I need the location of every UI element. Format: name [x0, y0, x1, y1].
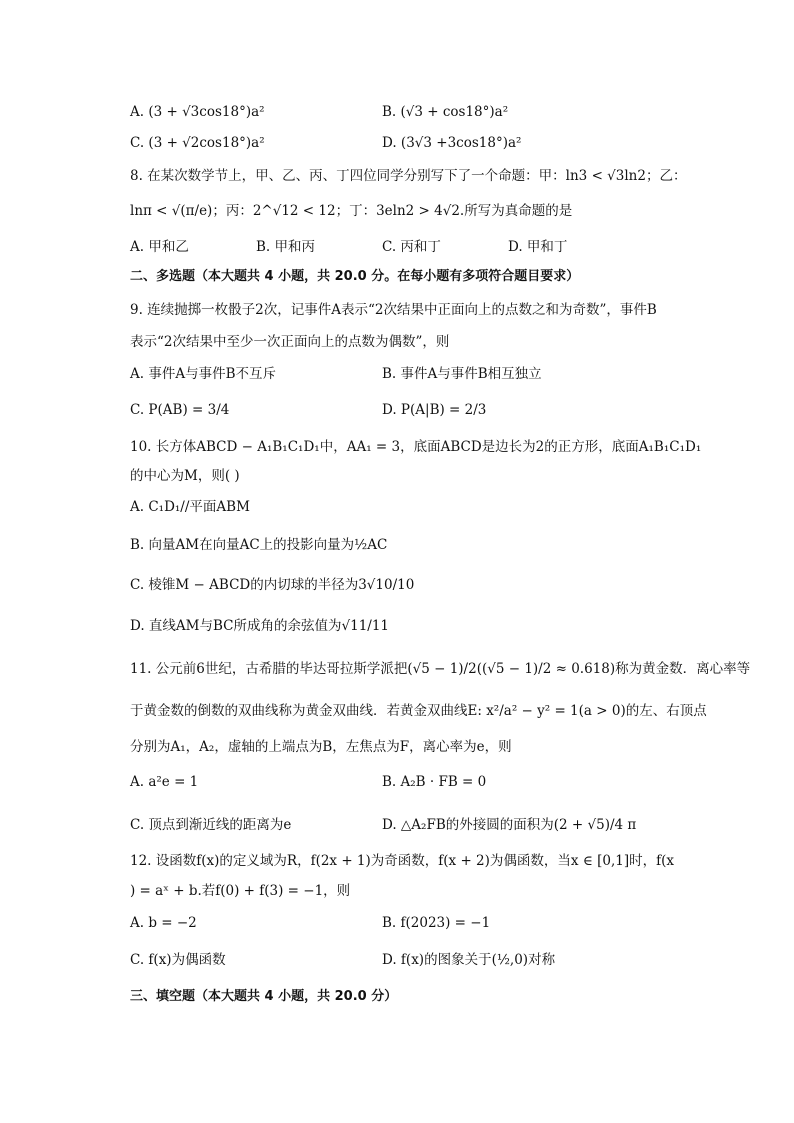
q9-stem-line2: 表示“2次结果中至少一次正面向上的点数为偶数”，则: [130, 334, 450, 350]
section-heading-fill-in: 三、填空题（本大题共 4 小题，共 20.0 分）: [130, 989, 398, 1004]
q10-option-b: B. 向量AM在向量AC上的投影向量为½AC: [130, 537, 388, 553]
q8-option-b: B. 甲和丙: [256, 239, 316, 255]
q12-option-c: C. f(x)为偶函数: [130, 952, 226, 968]
q10-option-a: A. C₁D₁//平面ABM: [130, 499, 250, 515]
q11-option-b: B. A₂B · FB = 0: [382, 774, 487, 790]
q8-stem-line2: lnπ < √(π/e)；丙：2^√12 < 12；丁：3eln2 > 4√2.所写为真命题的是: [130, 203, 573, 219]
q10-option-d: D. 直线AM与BC所成角的余弦值为√11/11: [130, 618, 390, 634]
q12-option-a: A. b = −2: [130, 915, 197, 931]
q10-option-c: C. 棱锥M − ABCD的内切球的半径为3√10/10: [130, 577, 415, 593]
q7-option-b: B. (√3 + cos18°)a²: [382, 104, 509, 120]
q9-option-b: B. 事件A与事件B相互独立: [382, 366, 542, 382]
q11-option-a: A. a²e = 1: [130, 774, 199, 790]
q8-option-d: D. 甲和丁: [508, 239, 568, 255]
q9-option-d: D. P(A|B) = 2/3: [382, 402, 487, 418]
q11-option-d: D. △A₂FB的外接圆的面积为(2 + √5)/4 π: [382, 817, 637, 833]
q8-option-a: A. 甲和乙: [130, 239, 189, 255]
q7-option-d: D. (3√3 +3cos18°)a²: [382, 135, 522, 151]
q11-stem-line3: 分别为A₁，A₂，虚轴的上端点为B，左焦点为F，离心率为e，则: [130, 739, 512, 755]
q12-option-b: B. f(2023) = −1: [382, 915, 491, 931]
q12-stem-line2: ) = aˣ + b.若f(0) + f(3) = −1，则: [130, 883, 351, 899]
q11-stem-line1: 11. 公元前6世纪，古希腊的毕达哥拉斯学派把(√5 − 1)/2((√5 − 1)/2 ≈ 0.618)称为黄金数．离心率等: [130, 661, 751, 677]
q11-option-c: C. 顶点到渐近线的距离为e: [130, 817, 292, 833]
section-heading-multiple-choice: 二、多选题（本大题共 4 小题，共 20.0 分。在每小题有多项符合题目要求）: [130, 269, 580, 284]
q8-stem-line1: 8. 在某次数学节上，甲、乙、丙、丁四位同学分别写下了一个命题：甲：ln3 < √3ln2；乙：: [130, 168, 687, 184]
q8-option-c: C. 丙和丁: [382, 239, 441, 255]
q12-stem-line1: 12. 设函数f(x)的定义域为R，f(2x + 1)为奇函数，f(x + 2)为偶函数，当x ∈ [0,1]时，f(x: [130, 853, 674, 869]
q12-option-d: D. f(x)的图象关于(½,0)对称: [382, 952, 556, 968]
q10-stem-line1: 10. 长方体ABCD − A₁B₁C₁D₁中，AA₁ = 3，底面ABCD是边长为2的正方形，底面A₁B₁C₁D₁: [130, 439, 702, 455]
q9-option-a: A. 事件A与事件B不互斥: [130, 366, 277, 382]
q7-option-a: A. (3 + √3cos18°)a²: [130, 104, 265, 120]
q10-stem-line2: 的中心为M，则( ): [130, 468, 240, 484]
q9-option-c: C. P(AB) = 3/4: [130, 402, 230, 418]
q7-option-c: C. (3 + √2cos18°)a²: [130, 135, 265, 151]
q9-stem-line1: 9. 连续抛掷一枚骰子2次，记事件A表示“2次结果中正面向上的点数之和为奇数”，事件B: [130, 302, 657, 318]
q11-stem-line2: 于黄金数的倒数的双曲线称为黄金双曲线．若黄金双曲线E: x²/a² − y² = 1(a > 0)的左、右顶点: [130, 703, 707, 719]
